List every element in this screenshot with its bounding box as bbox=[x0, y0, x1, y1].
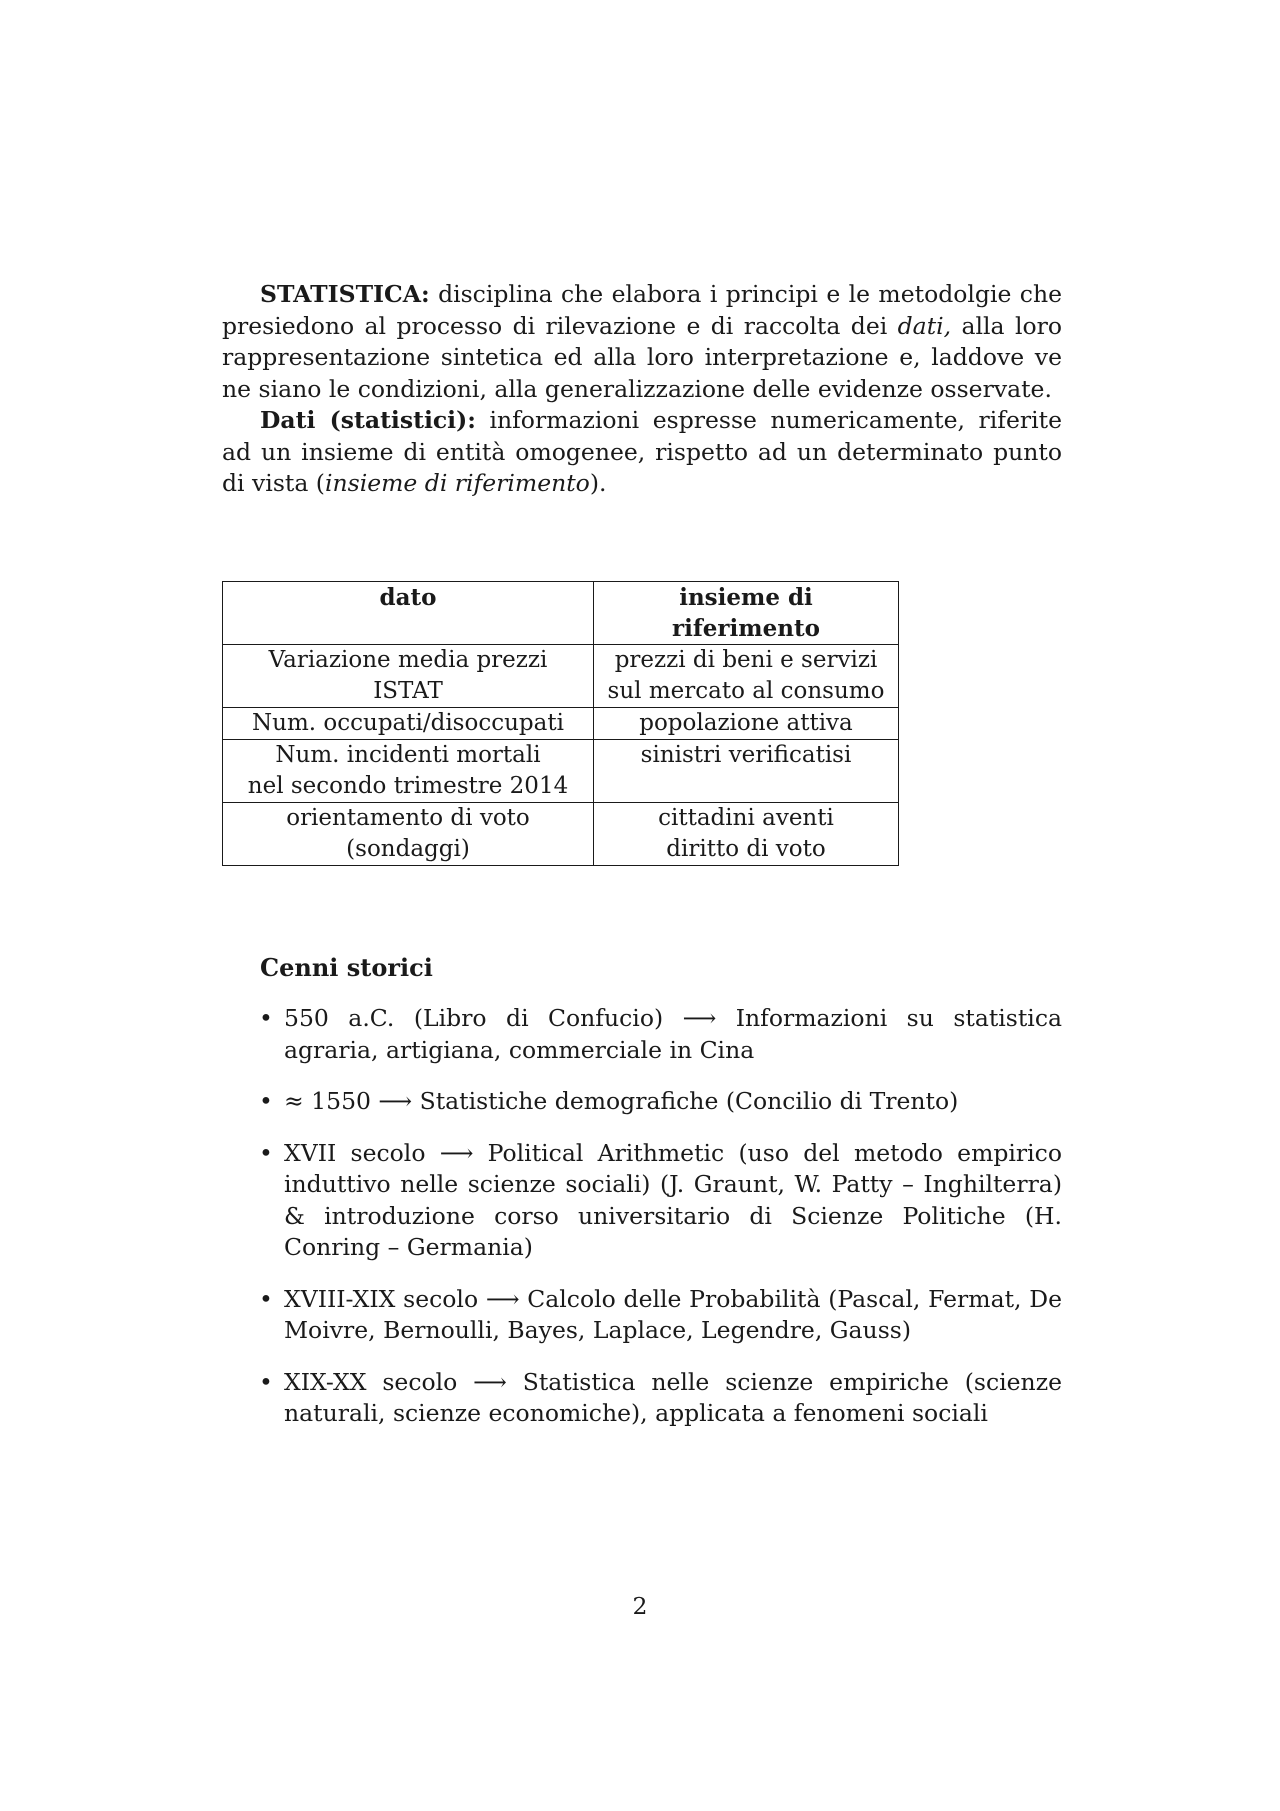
intro-section bbox=[222, 279, 1062, 500]
bullet-icon: • bbox=[259, 1087, 273, 1115]
data-table bbox=[222, 581, 899, 866]
table-row bbox=[223, 740, 899, 803]
cell-line: popolazione attiva bbox=[639, 710, 853, 736]
bullet-icon: • bbox=[259, 1367, 273, 1396]
table-header-row bbox=[223, 582, 899, 645]
list-item bbox=[260, 1367, 1062, 1430]
history-list bbox=[260, 1003, 1062, 1450]
list-item-text: 550 a.C. (Libro di Confucio) ⟶ Informazioni su statistica agraria, artigiana, commerciale in Cina bbox=[284, 1004, 1062, 1064]
table-cell bbox=[594, 803, 899, 866]
table-cell bbox=[223, 740, 594, 803]
definition-text: informazioni espresse numericamente, riferite ad un insieme di entità omogenee, rispetto ad un determinato punto di vista ( bbox=[222, 406, 1062, 497]
table-cell bbox=[594, 708, 899, 740]
list-item-text: XIX-XX secolo ⟶ Statistica nelle scienze empiriche (scienze naturali, scienze economiche), applicata a fenomeni sociali bbox=[284, 1367, 1062, 1427]
cell-line: cittadini aventi bbox=[658, 805, 834, 831]
cell-line: (sondaggi) bbox=[346, 836, 470, 862]
table-row bbox=[223, 803, 899, 866]
definition-text: disciplina che elabora i principi e le metodolgie che presiedono al processo di rilevazione e di raccolta dei bbox=[222, 280, 1062, 340]
cell-line: nel secondo trimestre 2014 bbox=[247, 773, 569, 799]
list-item bbox=[260, 1086, 1062, 1118]
cell-line: Variazione media prezzi ISTAT bbox=[268, 647, 548, 704]
page-number: 2 bbox=[632, 1592, 648, 1620]
bullet-icon: • bbox=[259, 1004, 273, 1032]
table-row bbox=[223, 645, 899, 708]
table-row bbox=[223, 708, 899, 740]
cell-line: diritto di voto bbox=[666, 836, 826, 862]
definition-statistica bbox=[222, 279, 1062, 405]
cell-line: prezzi di beni e servizi bbox=[614, 647, 878, 673]
bullet-icon: • bbox=[259, 1138, 273, 1167]
list-item bbox=[260, 1138, 1062, 1264]
table-cell bbox=[594, 645, 899, 708]
column-header-insieme: insieme di riferimento bbox=[594, 582, 899, 645]
column-header-dato: dato bbox=[223, 582, 594, 645]
definition-text: ). bbox=[589, 469, 607, 497]
definition-term: STATISTICA: bbox=[260, 280, 430, 308]
list-item bbox=[260, 1003, 1062, 1066]
table-cell bbox=[594, 740, 899, 803]
cell-line: Num. occupati/disoccupati bbox=[252, 710, 564, 736]
list-item-text: XVII secolo ⟶ Political Arithmetic (uso del metodo empirico induttivo nelle scienze sociali) (J. Graunt, W. Patty – Inghilterra) & introduzione corso universitario di Scienze Politiche (H. Conring – Germania) bbox=[284, 1138, 1062, 1261]
definition-italic: insieme di riferimento bbox=[324, 469, 590, 497]
table-cell bbox=[223, 645, 594, 708]
cell-line: sinistri verificatisi bbox=[640, 742, 852, 768]
definition-dati bbox=[222, 405, 1062, 500]
definition-text: alla loro rappresentazione sintetica ed alla loro interpretazione e, laddove ve ne siano le condizioni, alla generalizzazione delle evidenze osservate. bbox=[222, 311, 1062, 403]
bullet-icon: • bbox=[259, 1284, 273, 1313]
cell-line: sul mercato al consumo bbox=[607, 678, 885, 704]
list-item-text: ≈ 1550 ⟶ Statistiche demografiche (Concilio di Trento) bbox=[284, 1087, 959, 1115]
cell-line: orientamento di voto bbox=[286, 805, 530, 831]
table-cell bbox=[223, 803, 594, 866]
table-cell bbox=[223, 708, 594, 740]
list-item bbox=[260, 1284, 1062, 1347]
cell-line: Num. incidenti mortali bbox=[275, 742, 541, 768]
section-title: Cenni storici bbox=[260, 953, 433, 982]
definition-italic: dati, bbox=[897, 311, 952, 340]
list-item-text: XVIII-XIX secolo ⟶ Calcolo delle Probabilità (Pascal, Fermat, De Moivre, Bernoulli, Bayes, Laplace, Legendre, Gauss) bbox=[284, 1284, 1062, 1344]
definition-term: Dati (statistici): bbox=[260, 406, 476, 434]
